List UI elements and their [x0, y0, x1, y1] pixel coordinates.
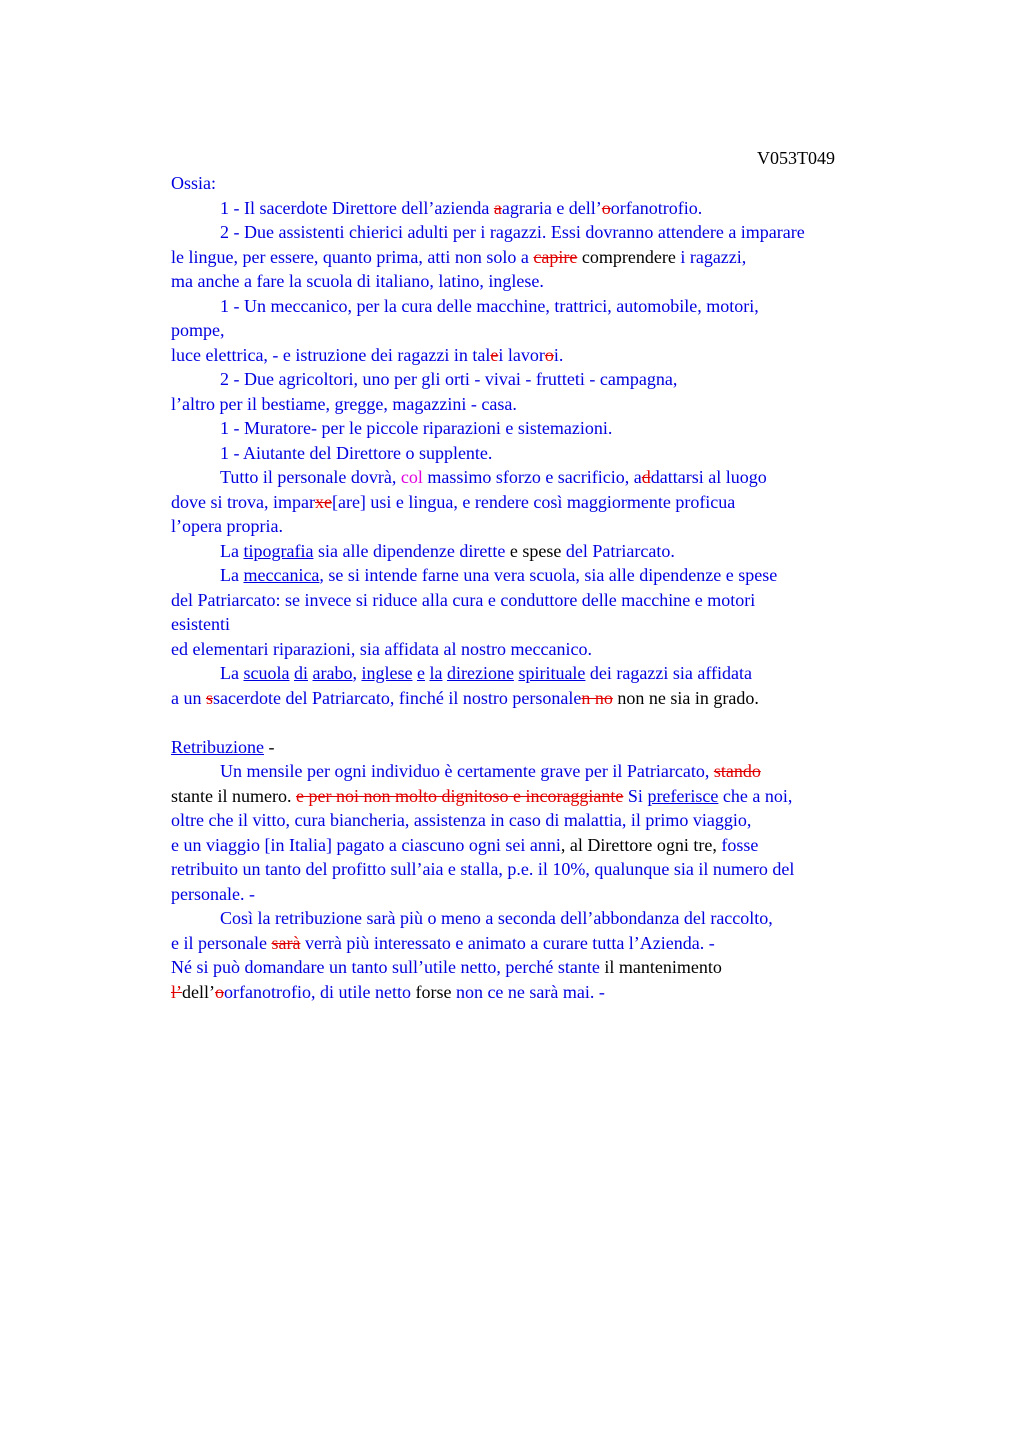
- underlined-text: spirituale: [518, 663, 586, 683]
- black-text-segment: , al Direttore ogni tre,: [560, 834, 717, 855]
- black-text-segment: il mantenimento: [599, 957, 722, 977]
- text-segment: ma anche a fare la scuola di italiano, latino, inglese.: [171, 271, 544, 291]
- text-segment: dove si trova, impar: [171, 491, 315, 512]
- text-segment: l’altro per il bestiame, gregge, magazzini - casa.: [171, 393, 517, 414]
- text-line: [171, 318, 911, 343]
- text-line: [171, 735, 911, 760]
- text-line: [171, 539, 911, 564]
- text-segment: 1 - Il sacerdote Direttore dell’azienda: [220, 197, 494, 218]
- text-segment: , se si intende farne una vera scuola, sia alle dipendenze e spese: [319, 565, 778, 585]
- text-segment: retribuito un tanto del profitto sull’aia e stalla, p.e. il 10%, qualunque sia il numero del: [171, 859, 795, 879]
- black-text-segment: forse: [410, 981, 452, 1002]
- deleted-text: o: [215, 981, 224, 1002]
- text-segment: oltre che il vitto, cura biancheria, assistenza in caso di malattia, il primo viaggio,: [171, 810, 752, 830]
- text-line: [171, 220, 911, 245]
- document-body: [171, 171, 911, 1004]
- text-line: [171, 857, 911, 882]
- underlined-text: e: [416, 663, 425, 683]
- text-segment: La: [220, 565, 244, 585]
- text-segment: i lavor: [498, 344, 545, 365]
- text-segment: personale. -: [171, 883, 255, 904]
- deleted-text: o: [601, 197, 611, 218]
- black-text-segment: non ne sia in grado.: [612, 687, 759, 708]
- deleted-text: n no: [581, 687, 613, 708]
- deleted-text: a: [493, 197, 502, 218]
- text-segment: ,: [352, 663, 362, 683]
- text-line: [171, 490, 911, 515]
- text-segment: luce elettrica, - e istruzione dei ragazzi in tal: [171, 344, 491, 365]
- text-segment: non ce ne sarà mai. -: [451, 981, 605, 1002]
- text-line: [171, 294, 911, 319]
- black-text-segment: stante il numero.: [171, 785, 296, 806]
- text-segment: Un mensile per ogni individuo è certamente grave per il Patriarcato,: [220, 761, 714, 781]
- text-line: [171, 343, 911, 368]
- text-segment: massimo sforzo e sacrificio, a: [422, 467, 642, 487]
- text-line: [171, 416, 911, 441]
- text-segment: 2 - Due agricoltori, uno per gli orti - vivai - frutteti - campagna,: [220, 369, 678, 389]
- text-line: [171, 465, 911, 490]
- text-line: [171, 392, 911, 417]
- text-line: [171, 441, 911, 466]
- deleted-text: l’: [171, 981, 182, 1002]
- text-segment: 1 - Un meccanico, per la cura delle macchine, trattrici, automobile, motori,: [220, 295, 759, 316]
- text-line: [171, 245, 911, 270]
- text-segment: del Patriarcato: se invece si riduce alla cura e conduttore delle macchine e motori: [171, 589, 756, 610]
- deleted-text: xe: [314, 491, 332, 512]
- text-line: [171, 269, 911, 294]
- text-segment: sia alle dipendenze dirette: [313, 540, 506, 561]
- underlined-text: tipografia: [243, 540, 314, 561]
- text-segment: dei ragazzi sia affidata: [585, 663, 752, 683]
- text-segment: l’opera propria.: [171, 516, 283, 536]
- deleted-text: o: [544, 344, 554, 365]
- deleted-text: e: [490, 344, 499, 365]
- text-segment: del Patriarcato.: [561, 540, 675, 561]
- document-id: V053T049: [757, 148, 835, 168]
- text-segment: i.: [553, 344, 564, 365]
- text-line: [171, 612, 911, 637]
- magenta-text: col: [400, 467, 423, 487]
- text-segment: Tutto il personale dovrà,: [220, 467, 401, 487]
- text-line: [171, 563, 911, 588]
- text-line: [171, 931, 911, 956]
- text-line: [171, 906, 911, 931]
- text-segment: orfanotrofio.: [610, 197, 703, 218]
- underlined-text: direzione: [446, 663, 514, 683]
- text-segment: esistenti: [171, 614, 230, 634]
- underlined-text: preferisce: [647, 785, 719, 806]
- deleted-text: sarà: [271, 932, 301, 953]
- blank-line: [171, 710, 911, 735]
- black-text-segment: comprendere: [577, 246, 676, 267]
- text-line: [171, 980, 911, 1005]
- text-segment: 1 - Aiutante del Direttore o supplente.: [220, 442, 493, 463]
- text-segment: agraria e dell’: [501, 197, 602, 218]
- text-segment: le lingue, per essere, quanto prima, atti non solo a: [171, 246, 534, 267]
- text-line: [171, 196, 911, 221]
- text-segment: La: [220, 540, 244, 561]
- text-line: [171, 882, 911, 907]
- text-segment: Né si può domandare un tanto sull’utile netto, perché stante: [171, 957, 600, 977]
- text-segment: La: [220, 663, 244, 683]
- text-segment: fosse: [716, 834, 759, 855]
- black-text-segment: e spese: [505, 540, 562, 561]
- text-segment: Si: [623, 785, 648, 806]
- text-segment: che a noi,: [718, 785, 793, 806]
- text-line: [171, 686, 911, 711]
- text-segment: a un: [171, 687, 206, 708]
- underlined-text: Retribuzione: [171, 736, 264, 757]
- deleted-text: e per noi non molto dignitoso e incoraggiante: [295, 785, 624, 806]
- deleted-text: stando: [713, 761, 761, 781]
- text-segment: dattarsi al luogo: [650, 467, 767, 487]
- underlined-text: inglese: [361, 663, 413, 683]
- text-segment: Ossia:: [171, 173, 216, 193]
- underlined-text: scuola: [243, 663, 290, 683]
- deleted-text: d: [641, 467, 651, 487]
- text-segment: pompe,: [171, 320, 225, 340]
- text-line: [171, 808, 911, 833]
- deleted-text: s: [206, 687, 214, 708]
- text-segment: e un viaggio [in Italia] pagato a ciascuno ogni sei anni: [171, 834, 561, 855]
- text-line: [171, 588, 911, 613]
- text-segment: e il personale: [171, 932, 272, 953]
- black-text-segment: -: [263, 736, 275, 757]
- underlined-text: la: [429, 663, 443, 683]
- text-line: [171, 367, 911, 392]
- underlined-text: meccanica: [243, 565, 320, 585]
- text-line: [171, 784, 911, 809]
- text-segment: 1 - Muratore- per le piccole riparazioni e sistemazioni.: [220, 418, 613, 438]
- text-line: [171, 833, 911, 858]
- text-segment: verrà più interessato e animato a curare tutta l’Azienda. -: [300, 932, 715, 953]
- text-segment: i ragazzi,: [675, 246, 747, 267]
- text-segment: ed elementari riparazioni, sia affidata al nostro meccanico.: [171, 638, 592, 659]
- text-line: [171, 661, 911, 686]
- text-line: [171, 514, 911, 539]
- text-segment: [are] usi e lingua, e rendere così maggiormente proficua: [331, 491, 736, 512]
- text-line: [171, 637, 911, 662]
- deleted-text: capire: [533, 246, 578, 267]
- text-segment: orfanotrofio, di utile netto: [224, 981, 411, 1002]
- underlined-text: arabo: [312, 663, 353, 683]
- underlined-text: di: [293, 663, 308, 683]
- text-segment: Così la retribuzione sarà più o meno a seconda dell’abbondanza del raccolto,: [220, 908, 773, 928]
- text-line: [171, 759, 911, 784]
- text-line: [171, 955, 911, 980]
- text-segment: 2 - Due assistenti chierici adulti per i ragazzi. Essi dovranno attendere a imparare: [220, 222, 805, 242]
- text-line: [171, 171, 911, 196]
- text-segment: sacerdote del Patriarcato, finché il nostro personale: [213, 687, 582, 708]
- black-text-segment: dell’: [182, 981, 215, 1002]
